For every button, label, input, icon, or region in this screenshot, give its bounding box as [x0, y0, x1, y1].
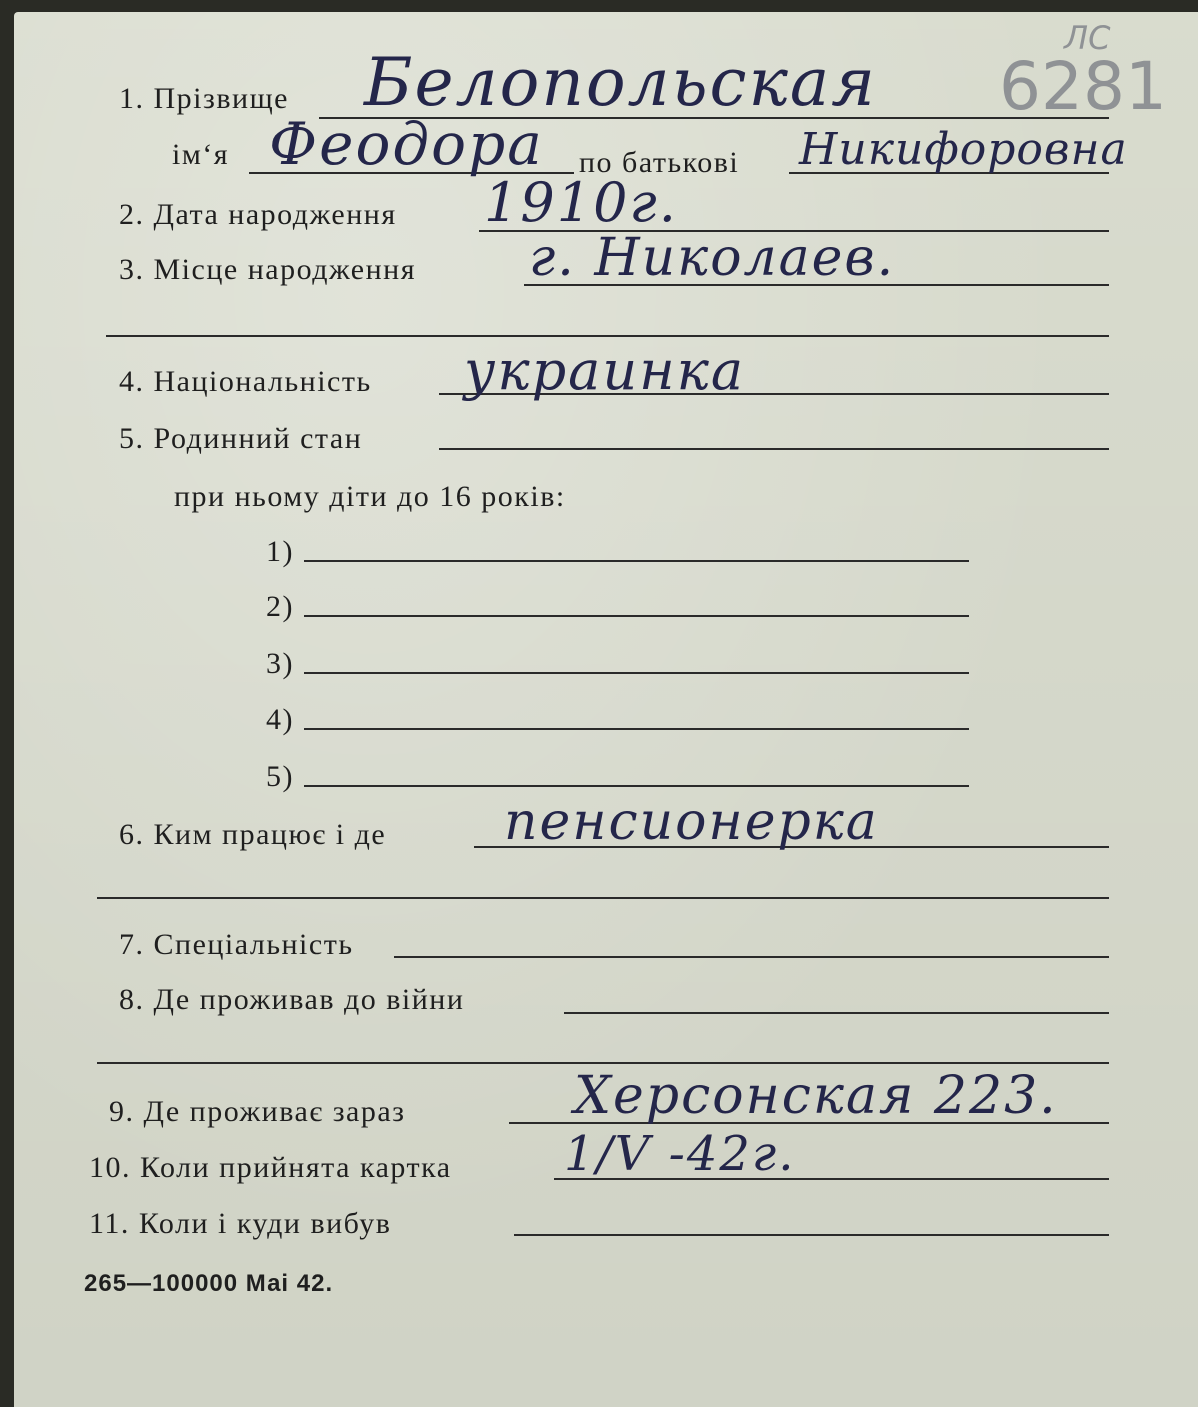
patronymic-label: по батькові [579, 146, 740, 179]
nationality-value: украинка [464, 339, 746, 402]
child-3-line [304, 672, 969, 674]
birth-place-value: г. Николаев. [529, 228, 896, 288]
work-value: пенсионерка [504, 792, 879, 852]
birth-date-value: 1910г. [484, 171, 678, 234]
surname-value: Белопольская [364, 44, 877, 121]
specialty-line [394, 956, 1109, 958]
birth-date-label: 2. Дата народження [119, 198, 397, 231]
print-footer: 265—100000 Маі 42. [84, 1270, 334, 1297]
work-label: 6. Ким працює і де [119, 818, 387, 851]
left-label: 11. Коли і куди вибув [89, 1207, 392, 1240]
child-2-label: 2) [266, 590, 294, 623]
accepted-value: 1/V -42г. [564, 1126, 796, 1182]
children-label: при ньому діти до 16 років: [174, 480, 566, 513]
child-1-label: 1) [266, 535, 294, 568]
nationality-label: 4. Національність [119, 365, 372, 398]
child-4-line [304, 728, 969, 730]
left-line [514, 1234, 1109, 1236]
current-label: 9. Де проживає зараз [109, 1095, 406, 1128]
specialty-label: 7. Спеціальність [119, 928, 354, 961]
child-2-line [304, 615, 969, 617]
patronymic-value: Никифоровна [799, 124, 1128, 175]
name-value: Феодора [269, 110, 544, 178]
child-5-line [304, 785, 969, 787]
archive-mark: ЛС [1064, 19, 1111, 57]
marital-line [439, 448, 1109, 450]
registration-card [14, 12, 1198, 1407]
child-1-line [304, 560, 969, 562]
current-value: Херсонская 223. [574, 1066, 1058, 1126]
surname-label: 1. Прізвище [119, 82, 289, 115]
child-4-label: 4) [266, 703, 294, 736]
accepted-label: 10. Коли прийнята картка [89, 1151, 452, 1184]
prewar-line-2 [97, 1062, 1109, 1064]
work-line-2 [97, 897, 1109, 899]
name-label: ім‘я [172, 138, 230, 171]
prewar-label: 8. Де проживав до війни [119, 983, 465, 1016]
marital-label: 5. Родинний стан [119, 422, 363, 455]
birth-place-label: 3. Місце народження [119, 253, 417, 286]
birth-place-line-2 [106, 335, 1109, 337]
child-5-label: 5) [266, 760, 294, 793]
archive-number: 6281 [999, 48, 1167, 125]
prewar-line [564, 1012, 1109, 1014]
child-3-label: 3) [266, 647, 294, 680]
